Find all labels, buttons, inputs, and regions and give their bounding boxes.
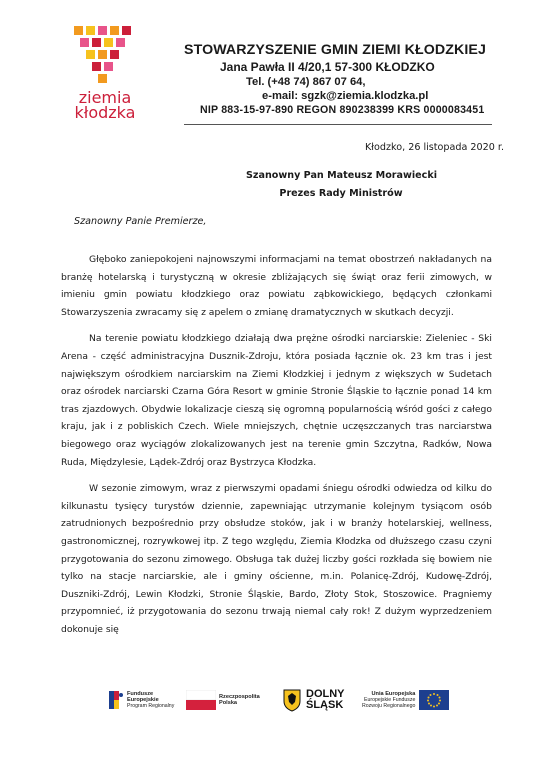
funding-logos-footer	[0, 682, 550, 722]
lower-silesia-line-2: ŚLĄSK	[306, 699, 344, 711]
paragraph-3: W sezonie zimowym, wraz z pierwszymi opadami śniegu ośrodki odwiedza od kilku do kilkunastu tysięcy turystów dziennie, zapewniając utrzymanie kolejnym tysiącom osób zatrudnionych bezpośrednio przy obsłudze stoków, jak i w branży hotelarskiej, wellness, gastronomicznej, rozrywkowej itp. Z tego względu, Ziemia Kłodzka od dłuższego czasu czyni przygotowania do sezonu zimowego. Obsługa tak dużej liczby gości rozkłada się bowiem nie tylko na stacje narciarskie, ale i gminy ościenne, m.in. Polanicę-Zdrój, Kudowę-Zdrój, Duszniki-Zdrój, Lewin Kłodzki, Stronie Śląskie, Bardo, Złoty Stok, Stoszowice. Pragniemy przypomnieć, iż przygotowania do sezonu trwają niemal cały rok! Z dużym wyprzedzeniem dokonuje się	[61, 483, 492, 635]
organization-name: STOWARZYSZENIE GMIN ZIEMI KŁODZKIEJ	[184, 42, 486, 58]
logo-word-2: kłodzka	[74, 103, 136, 122]
logo-mark-icon	[62, 18, 148, 90]
organization-email: e-mail: sgzk@ziemia.klodzka.pl	[262, 90, 429, 102]
european-union-logo	[362, 682, 449, 718]
salutation: Szanowny Panie Premierze,	[74, 216, 207, 227]
eu-line-1: Unia Europejska	[371, 691, 416, 697]
organization-address: Jana Pawła II 4/20,1 57-300 KŁODZKO	[220, 60, 435, 74]
ziemia-klodzka-logo	[62, 18, 148, 126]
funds-europe-logo	[108, 682, 174, 718]
letter-body	[61, 251, 492, 647]
organization-registry-ids: NIP 883-15-97-890 REGON 890238399 KRS 0000083451	[200, 104, 485, 116]
addressee-title: Prezes Rady Ministrów	[279, 188, 403, 199]
eu-flag-icon	[419, 690, 449, 710]
funds-europe-line-2: Europejskie	[127, 697, 159, 703]
polish-republic-logo	[186, 682, 260, 718]
letter-date: Kłodzko, 26 listopada 2020 r.	[365, 142, 504, 153]
organization-phone: Tel. (+48 74) 867 07 64,	[246, 76, 366, 88]
lower-silesia-logo	[282, 682, 345, 718]
paragraph-1: Głęboko zaniepokojeni najnowszymi informacjami na temat obostrzeń nakładanych na branżę hotelarską i turystyczną w okresie zbliżających się świąt oraz ferii zimowych, w imieniu gmin powiatu kłodzkiego oraz powiatu ząbkowickiego, będących członkami Stowarzyszenia zwracamy się z apelem o zmianę dramatycznych w skutkach decyzji.	[61, 254, 492, 318]
funds-europe-line-3: Program Regionalny	[127, 703, 175, 709]
header-divider	[184, 124, 492, 125]
logo-word-1: ziemia	[78, 88, 132, 107]
paragraph-2: Na terenie powiatu kłodzkiego działają dwa prężne ośrodki narciarskie: Zieleniec - Ski Arena - część administracyjna Dusznik-Zdroju, która posiada łącznie ok. 23 km tras i jest największym ośrodkiem narciarskim na Ziemi Kłodzkiej i jednym z większych w Sudetach oraz ośrodek narciarski Czarna Góra Resort w gminie Stronie Śląskie to łącznie ponad 14 km tras zjazdowych. Obydwie lokalizacje cieszą się ogromną popularnością wśród gości z całego kraju, jak i z pobliskich Czech. Wiele mniejszych, chętnie uczęszczanych tras narciarstwa biegowego oraz wyciągów zlokalizowanych jest na terenie gmin Szczytna, Radków, Nowa Ruda, Międzylesie, Lądek-Zdrój oraz Bystrzyca Kłodzka.	[61, 333, 492, 468]
polish-flag-icon	[186, 690, 216, 710]
eu-line-3: Rozwoju Regionalnego	[362, 703, 416, 709]
lower-silesia-line-1: DOLNY	[306, 688, 345, 700]
polish-republic-line-2: Polska	[219, 700, 238, 706]
addressee-name: Szanowny Pan Mateusz Morawiecki	[246, 170, 438, 181]
funds-europe-icon	[108, 689, 124, 711]
funds-europe-line-1: Fundusze	[127, 691, 154, 697]
polish-republic-line-1: Rzeczpospolita	[219, 694, 260, 700]
eu-line-2: Europejskie Fundusze	[364, 697, 416, 703]
eagle-coat-of-arms-icon	[282, 688, 302, 712]
